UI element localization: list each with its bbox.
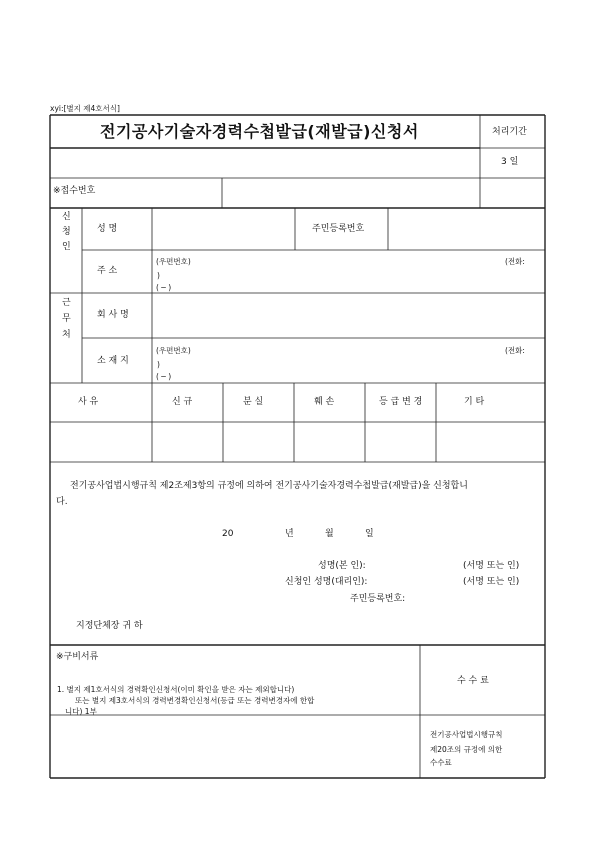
receipt-number-label: ※접수번호 [53, 186, 96, 196]
address-field[interactable] [215, 251, 500, 292]
location-postal-format: ( ─ ) [156, 372, 172, 381]
address-paren-close: ) [157, 271, 160, 280]
required-document-line: 1. 별지 제1호서식의 경력확인신청서(이미 확인을 받은 자는 제외합니다) [57, 685, 295, 694]
location-paren-close: ) [157, 360, 160, 369]
required-document-line: 또는 별지 제3호서식의 경력변경확인신청서(등급 또는 경력변경자에 한합 [75, 696, 315, 705]
self-signature-hint[interactable]: (서명 또는 인) [463, 561, 520, 571]
location-field[interactable] [215, 339, 500, 382]
form-code: xyi:[별지 제4호서식] [50, 104, 120, 113]
reason-check-new[interactable] [153, 423, 222, 461]
signer-resident-id-label: 주민등록번호: [350, 594, 406, 604]
resident-id-field[interactable] [389, 209, 544, 249]
date-year-prefix: 20 [222, 529, 234, 539]
reason-label: 사 유 [78, 397, 99, 407]
location-label: 소 재 지 [97, 356, 129, 366]
statement-line: 다. [56, 497, 68, 507]
company-name-field[interactable] [153, 294, 544, 337]
address-postal-format: ( ─ ) [156, 283, 172, 292]
fee-basis-line: 제20조의 규정에 의한 [430, 745, 503, 754]
agent-name-label: 신청인 성명(대리인): [285, 577, 368, 587]
date-month: 월 [325, 529, 334, 539]
applicant-section-char: 인 [62, 242, 71, 252]
fee-label: 수 수 료 [457, 676, 489, 686]
reason-option-other: 기 타 [464, 397, 485, 407]
address-postal-code: (우편번호) [156, 257, 191, 266]
company-name-label: 회 사 명 [97, 310, 129, 320]
fee-basis-line: 수수료 [430, 758, 452, 767]
resident-id-label: 주민등록번호 [312, 224, 365, 234]
address-phone: (전화: [505, 257, 525, 266]
name-label: 성 명 [97, 224, 118, 234]
reason-check-other[interactable] [437, 423, 544, 461]
date-year: 년 [285, 529, 294, 539]
reason-option-lost: 분 실 [243, 397, 264, 407]
address-label: 주 소 [97, 266, 118, 276]
date-day: 일 [365, 529, 374, 539]
reason-option-new: 신 규 [172, 397, 193, 407]
receipt-number-field[interactable] [223, 179, 479, 207]
location-phone: (전화: [505, 346, 525, 355]
workplace-section-char: 무 [62, 314, 71, 324]
recipient: 지정단체장 귀 하 [76, 621, 143, 631]
applicant-section-char: 신 [62, 212, 71, 222]
required-documents-label: ※구비서류 [56, 652, 99, 662]
reason-option-grade-change: 등 급 변 경 [379, 397, 423, 407]
reason-check-lost[interactable] [224, 423, 293, 461]
workplace-section-char: 처 [62, 330, 71, 340]
reason-option-damaged: 훼 손 [314, 397, 335, 407]
required-document-line: 니다) 1부 [65, 707, 97, 716]
form-title: 전기공사기술자경력수첩발급(재발급)신청서 [100, 122, 419, 141]
self-name-label: 성명(본 인): [318, 561, 366, 571]
reason-check-damaged[interactable] [295, 423, 364, 461]
processing-period-value: 3 일 [501, 157, 519, 167]
processing-period-label: 처리기간 [492, 127, 527, 137]
fee-basis-line: 전기공사업법시행규칙 [430, 730, 503, 739]
name-field[interactable] [153, 209, 294, 249]
workplace-section-char: 근 [62, 298, 71, 308]
agent-signature-hint[interactable]: (서명 또는 인) [463, 577, 520, 587]
location-postal-code: (우편번호) [156, 346, 191, 355]
applicant-section-char: 청 [62, 227, 71, 237]
reason-check-grade-change[interactable] [366, 423, 435, 461]
statement-line: 전기공사업법시행규칙 제2조제3항의 규정에 의하여 전기공사기술자경력수첩발급(재발급)을 신청합니 [70, 481, 468, 491]
